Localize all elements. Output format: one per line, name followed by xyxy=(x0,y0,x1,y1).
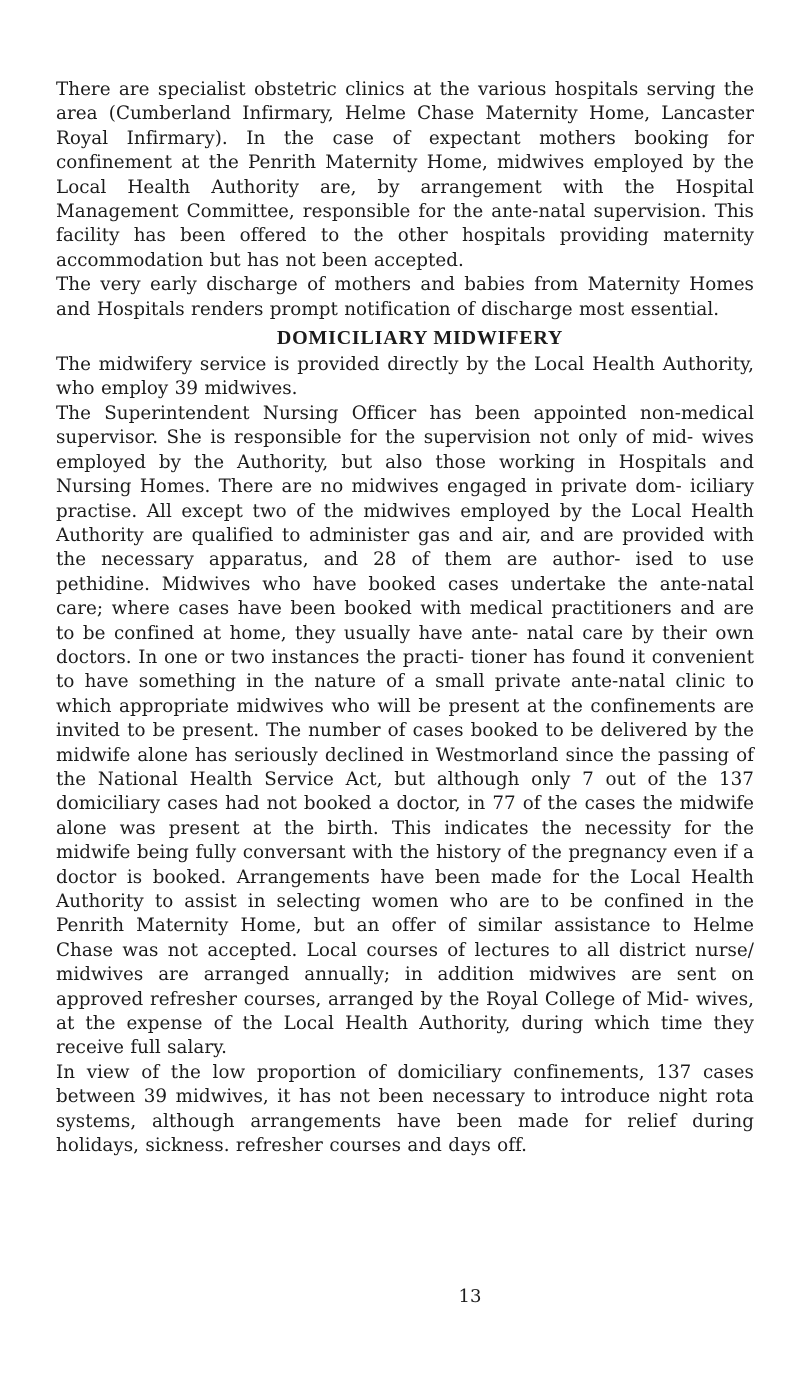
paragraph-night-rota: In view of the low proportion of domiciliary confinements, 137 cases between 39 midwives, it has not been necessary to introduce night rota systems, although arrangements have been made for relief during holidays, sickness. refresher courses and days off. xyxy=(56,1061,754,1157)
paragraph-obstetric-clinics: There are specialist obstetric clinics at the various hospitals serving the area (Cumberland Infirmary, Helme Chase Maternity Home, Lancaster Royal Infirmary). In the case of expectant mothers booking for confinement at the Penrith Maternity Home, midwives employed by the Local Health Authority are, by arrangement with the Hospital Management Committee, responsible for the ante-natal supervision. This facility has been offered to the other hospitals providing maternity accommodation but has not been accepted. xyxy=(56,79,754,271)
paragraph-early-discharge: The very early discharge of mothers and babies from Maternity Homes and Hospitals renders prompt notification of discharge most essential. xyxy=(56,274,754,320)
section-heading: DOMICILIARY MIDWIFERY xyxy=(276,327,564,350)
document-page xyxy=(56,78,754,1158)
page-number: 13 xyxy=(458,1286,482,1307)
paragraph-supervision: The Superintendent Nursing Officer has been appointed non-medical supervisor. She is responsible for the supervision not only of mid- wives employed by the Authority, but also those working in Hospitals and Nursing Homes. There are no midwives engaged in private dom- iciliary practise. All except two of the midwives employed by the Local Health Authority are qualified to administer gas and air, and are provided with the necessary apparatus, and 28 of them are author- ised to use pethidine. Midwives who have booked cases undertake the ante-natal care; where cases have been booked with medical practitioners and are to be confined at home, they usually have ante- natal care by their own doctors. In one or two instances the practi- tioner has found it convenient to have something in the nature of a small private ante-natal clinic to which appropriate midwives who will be present at the confinements are invited to be present. The number of cases booked to be delivered by the midwife alone has seriously declined in Westmorland since the passing of the National Health Service Act, but although only 7 out of the 137 domiciliary cases had not booked a doctor, in 77 of the cases the midwife alone was present at the birth. This indicates the necessity for the midwife being fully conversant with the history of the pregnancy even if a doctor is booked. Arrangements have been made for the Local Health Authority to assist in selecting women who are to be confined in the Penrith Maternity Home, but an offer of similar assistance to Helme Chase was not accepted. Local courses of lectures to all district nurse/ midwives are arranged annually; in addition midwives are sent on approved refresher courses, arranged by the Royal College of Mid- wives, at the expense of the Local Health Authority, during which time they receive full salary. xyxy=(56,402,754,1059)
paragraph-midwifery-service: The midwifery service is provided directly by the Local Health Authority, who employ 39 midwives. xyxy=(56,354,754,400)
